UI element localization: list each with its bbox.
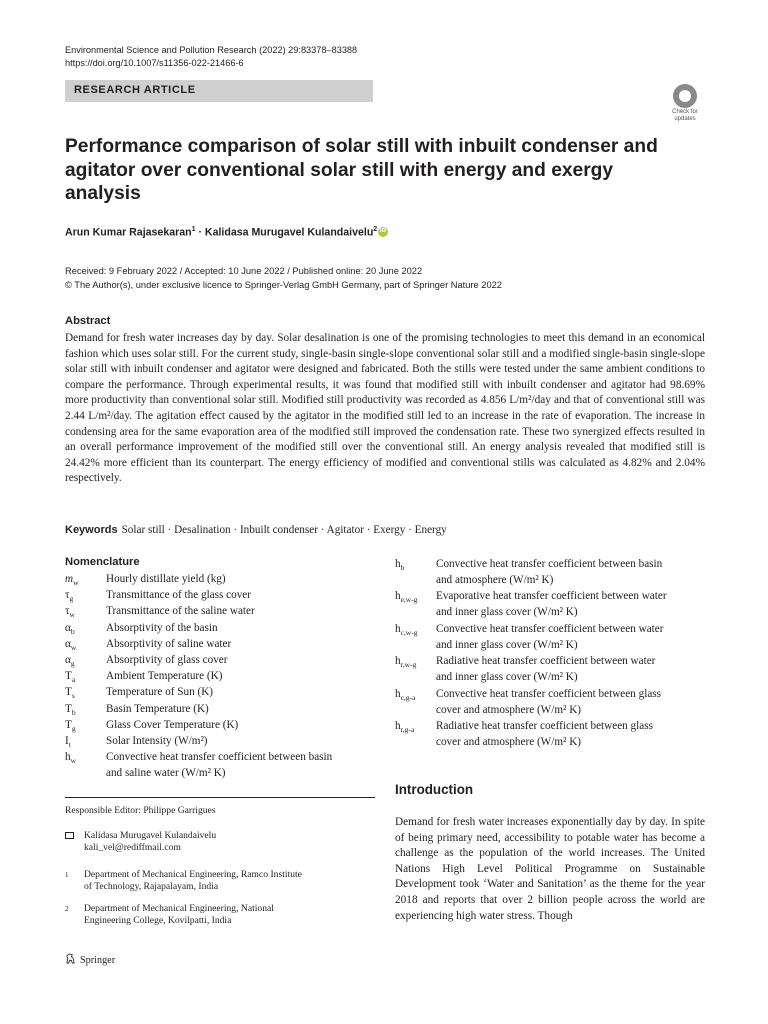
- springer-logo-icon: [65, 953, 76, 964]
- symbol-subscript: a: [71, 675, 76, 685]
- nomenclature-symbol: [395, 653, 435, 673]
- description-line: Temperature of Sun (K): [106, 686, 214, 699]
- description-line: Transmittance of the glass cover: [106, 589, 251, 602]
- description-line: Solar Intensity (W/m²): [106, 735, 208, 747]
- author-name[interactable]: Arun Kumar Rajasekaran: [65, 226, 192, 239]
- symbol-subscript: s: [71, 691, 75, 701]
- description-line: cover and atmosphere (W/m² K): [436, 736, 582, 748]
- description-line: Absorptivity of the basin: [106, 621, 218, 634]
- check-for-updates-badge[interactable]: [665, 84, 705, 122]
- symbol-main: h: [65, 751, 71, 764]
- journal-name-line: Environmental Science and Pollution Research (2022) 29:83378–83388: [65, 45, 358, 55]
- description-line: Basin Temperature (K): [106, 702, 209, 715]
- doi-link[interactable]: https://doi.org/10.1007/s11356-022-21466-6: [65, 58, 244, 68]
- check-updates-icon: [673, 84, 697, 108]
- symbol-main: T: [65, 718, 72, 731]
- nomenclature-description: [106, 749, 332, 781]
- nomenclature-description: [106, 684, 213, 700]
- introduction-body: Demand for fresh water increases exponentially day by day. In spite of being primary need, accessibility to potable water has become a challenge as the population of the world increases. The United Nations High Level Political Programme on Sustainable Development took ‘Water and Sanitation’ as the theme for the year 2018 and reports that over 2 billion people across the world are experiencing high water stress. Though: [395, 816, 705, 922]
- author-affiliation-marker: 2: [373, 226, 378, 233]
- nomenclature-description: [106, 717, 238, 733]
- nomenclature-symbol: [395, 556, 435, 576]
- symbol-main: T: [65, 670, 72, 683]
- abstract-heading: Abstract: [65, 315, 111, 327]
- description-line: Absorptivity of saline water: [106, 637, 232, 650]
- abstract-body: Demand for fresh water increases day by day. Solar desalination is one of the promising technologies to meet this demand in an economical fashion which uses solar still. For the current study, single-basin single-slope conventional solar still and a modified single-basin single-slope solar still with inbuilt condenser and agitator were designed and fabricated. Both the stills were tested under the same ambient conditions to compare the performance. Through experimental results, it was found that modified still with inbuilt condenser and agitator had 98.69% more productivity than conventional solar still. Modified still productivity was recorded as 4.856 L/m²/day and that of conventional still was 2.44 L/m²/day. The agitation effect caused by the agitator in the modified still led to an increase in the rate of evaporation. The increase in condensing area for the same evaporation area of the modified still improved the condensation rate. These two synergized effects resulted in an overall performance improvement of the modified still over the conventional still. An energy analysis revealed that modified still is 24.42% more efficient than its counterpart. The energy efficiency of modified and conventional stills was calculated as 4.82% and 2.04% respectively.: [65, 332, 705, 485]
- affiliation-number: 1: [65, 871, 69, 879]
- symbol-subscript: t: [68, 740, 71, 750]
- keywords-label: Keywords: [65, 524, 118, 536]
- symbol-subscript: w: [69, 610, 75, 620]
- copyright-line: © The Author(s), under exclusive licence to Springer-Verlag GmbH Germany, part of Springer Nature 2022: [65, 279, 502, 290]
- symbol-main: h: [395, 622, 401, 635]
- author-separator: ·: [195, 226, 205, 239]
- journal-citation: [65, 44, 357, 70]
- description-line: and atmosphere (W/m² K): [436, 574, 554, 586]
- description-line: Radiative heat transfer coefficient between glass: [436, 720, 653, 732]
- nomenclature-description: [436, 621, 663, 653]
- description-line: Convective heat transfer coefficient between basin: [436, 558, 663, 570]
- publication-dates: [65, 265, 502, 292]
- corresponding-author-name: Kalidasa Murugavel Kulandaivelu: [84, 830, 217, 841]
- responsible-editor: Responsible Editor: Philippe Garrigues: [65, 805, 216, 816]
- affiliation-line: Department of Mechanical Engineering, National: [84, 903, 274, 914]
- description-line: Ambient Temperature (K): [106, 670, 223, 683]
- symbol-main: α: [65, 621, 71, 634]
- symbol-subscript: r,g-a: [400, 725, 415, 735]
- affiliation-line: of Technology, Rajapalayam, India: [84, 881, 219, 892]
- author-affiliation-marker: 1: [191, 226, 196, 233]
- symbol-subscript: w: [70, 756, 77, 766]
- symbol-main: h: [395, 655, 401, 668]
- nomenclature-column-left: [65, 571, 375, 780]
- symbol-main: h: [395, 558, 401, 570]
- nomenclature-description: [106, 652, 228, 668]
- symbol-main: I: [65, 735, 69, 747]
- nomenclature-description: [106, 733, 208, 749]
- check-updates-label: Check for updates: [672, 109, 698, 122]
- article-type-band: [65, 80, 373, 102]
- article-type-label: RESEARCH ARTICLE: [74, 84, 196, 96]
- nomenclature-description: [106, 668, 222, 684]
- nomenclature-description: [106, 587, 251, 603]
- symbol-subscript: r,w-g: [400, 660, 417, 670]
- description-line: Convective heat transfer coefficient between basin: [106, 751, 333, 764]
- nomenclature-description: [106, 620, 218, 636]
- symbol-subscript: w: [73, 578, 79, 588]
- description-line: cover and atmosphere (W/m² K): [436, 703, 582, 716]
- nomenclature-description: [106, 603, 255, 619]
- symbol-main: τ: [65, 605, 70, 618]
- nomenclature-symbol: [395, 718, 435, 738]
- symbol-subscript: g: [69, 594, 74, 604]
- symbol-subscript: c,w-g: [400, 628, 418, 638]
- nomenclature-heading: Nomenclature: [65, 556, 140, 568]
- description-line: and saline water (W/m² K): [106, 767, 226, 780]
- author-name[interactable]: Kalidasa Murugavel Kulandaivelu: [204, 226, 374, 239]
- symbol-main: T: [65, 702, 72, 715]
- symbol-subscript: b: [70, 626, 75, 636]
- corresponding-author-email[interactable]: kali_vel@rediffmail.com: [84, 842, 181, 853]
- nomenclature-symbol: [65, 749, 105, 769]
- symbol-subscript: g: [71, 724, 76, 734]
- nomenclature-description: [106, 571, 226, 587]
- symbol-subscript: e,w-g: [400, 595, 418, 605]
- symbol-main: h: [395, 590, 401, 603]
- nomenclature-description: [436, 556, 662, 588]
- affiliation-line: Department of Mechanical Engineering, Ramco Institute: [84, 869, 302, 880]
- description-line: Evaporative heat transfer coefficient between water: [436, 590, 667, 603]
- nomenclature-symbol: [395, 588, 435, 608]
- nomenclature-description: [436, 653, 655, 685]
- symbol-main: α: [65, 637, 71, 650]
- nomenclature-description: [436, 588, 667, 620]
- introduction-heading: Introduction: [395, 782, 474, 797]
- symbol-main: h: [395, 720, 401, 732]
- description-line: Transmittance of the saline water: [106, 605, 255, 618]
- symbol-main: T: [65, 686, 72, 699]
- footnote-divider: [65, 797, 375, 798]
- description-line: Glass Cover Temperature (K): [106, 718, 239, 731]
- nomenclature-column-right: [395, 556, 705, 748]
- description-line: Convective heat transfer coefficient between glass: [436, 687, 662, 700]
- symbol-main: α: [65, 654, 71, 666]
- affiliation-number: 2: [65, 905, 69, 913]
- description-line: and inner glass cover (W/m² K): [436, 638, 578, 651]
- envelope-icon: [65, 832, 74, 839]
- nomenclature-description: [436, 686, 661, 718]
- keywords-list: Solar still · Desalination · Inbuilt condenser · Agitator · Exergy · Energy: [121, 524, 447, 536]
- publisher-footer: [65, 953, 115, 966]
- orcid-icon[interactable]: [378, 227, 388, 237]
- symbol-main: τ: [65, 589, 70, 602]
- description-line: Hourly distillate yield (kg): [106, 573, 226, 585]
- affiliation-line: Engineering College, Kovilpatti, India: [84, 915, 232, 926]
- symbol-main: m: [65, 573, 74, 585]
- symbol-subscript: g: [70, 659, 75, 669]
- keywords-line: [65, 524, 447, 536]
- symbol-subscript: b: [71, 707, 76, 717]
- nomenclature-description: [106, 636, 231, 652]
- symbol-main: h: [395, 687, 401, 700]
- dates-line: Received: 9 February 2022 / Accepted: 10 June 2022 / Published online: 20 June 2022: [65, 266, 423, 276]
- description-line: Radiative heat transfer coefficient between water: [436, 655, 656, 668]
- author-list: [65, 226, 388, 239]
- nomenclature-description: [436, 718, 653, 750]
- publisher-name: Springer: [80, 955, 116, 966]
- nomenclature-description: [106, 701, 209, 717]
- nomenclature-symbol: [395, 686, 435, 706]
- description-line: Absorptivity of glass cover: [106, 654, 228, 666]
- symbol-subscript: b: [400, 563, 405, 573]
- symbol-subscript: c,g-a: [400, 692, 416, 702]
- symbol-subscript: w: [70, 643, 77, 653]
- description-line: and inner glass cover (W/m² K): [436, 606, 578, 619]
- description-line: Convective heat transfer coefficient between water: [436, 622, 664, 635]
- nomenclature-symbol: [395, 621, 435, 641]
- description-line: and inner glass cover (W/m² K): [436, 671, 578, 684]
- article-title: Performance comparison of solar still with inbuilt condenser and agitator over conventional solar still with energy and exergy analysis: [65, 136, 658, 204]
